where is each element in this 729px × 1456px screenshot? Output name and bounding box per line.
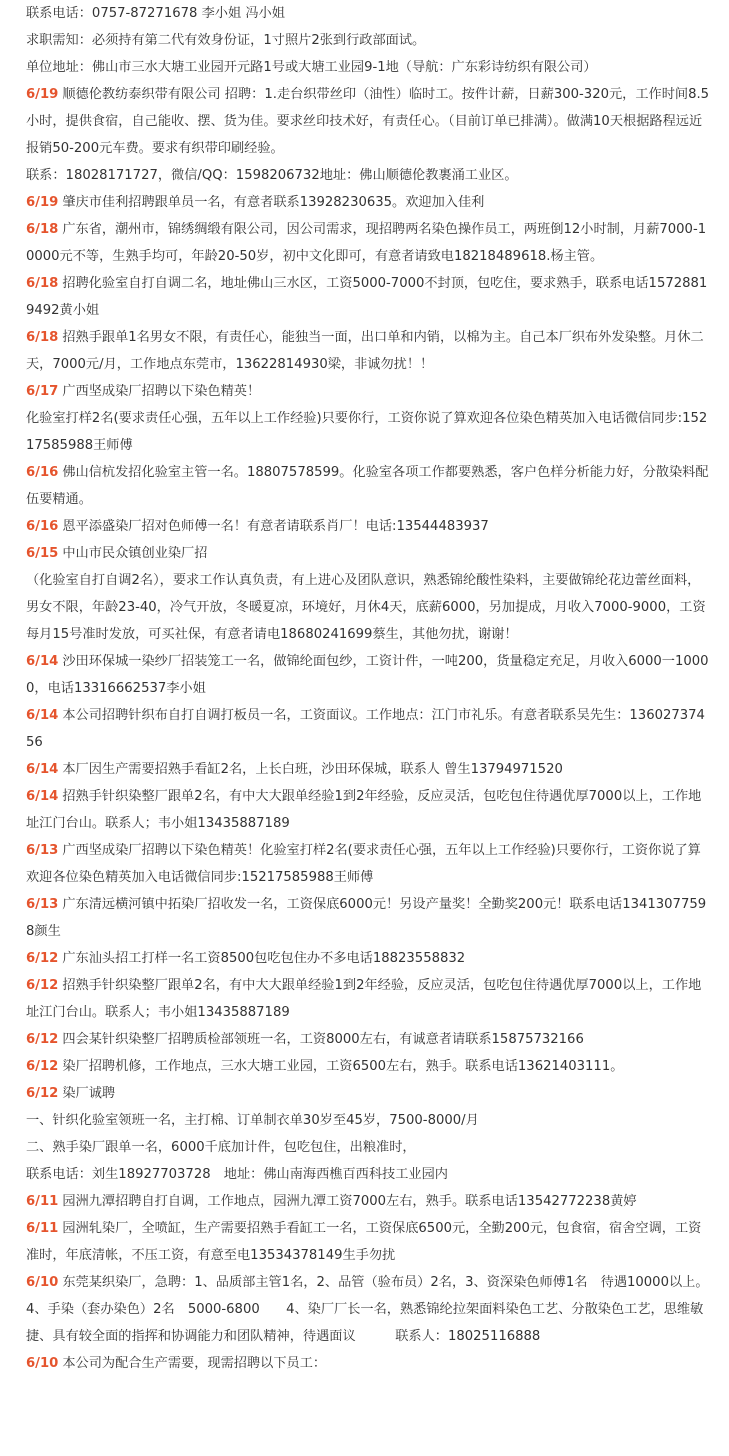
entry-date: 6/14 [26,654,59,669]
entry-text: （化验室自打自调2名），要求工作认真负责，有上进心及团队意识，熟悉锦纶酸性染料，主要做锦纶花边蕾丝面料，男女不限，年龄23-40，冷气开放，冬暖夏凉，环境好，月休4天，底薪6000，另加提成，月收入7000-9000，工资每月15号准时发放，可买社保，有意者请电18680241699蔡生，其他勿扰，谢谢！ [26,573,706,642]
entry-date: 6/10 [26,1275,59,1290]
entry-date: 6/15 [26,546,59,561]
job-entry [26,783,710,837]
entry-date: 6/18 [26,330,59,345]
entry-text: 招聘化验室自打自调二名，地址佛山三水区，工资5000-7000不封顶，包吃住，要求熟手，联系电话15728819492黄小姐 [26,276,708,318]
applicant-notice-line: 求职需知：必须持有第二代有效身份证，1寸照片2张到行政部面试。 [26,33,426,48]
job-entry [26,1053,710,1080]
job-entry-continuation [26,1107,710,1134]
entry-date: 6/13 [26,897,59,912]
entry-text: 广西坚成染厂招聘以下染色精英！ [62,384,261,399]
entry-text: 一、针织化验室领班一名，主打棉、订单制衣单30岁至45岁，7500-8000/月 [26,1113,479,1128]
entry-date: 6/12 [26,951,59,966]
entry-text: 本公司招聘针织布自打自调打板员一名，工资面议。工作地点：江门市礼乐。有意者联系吴先生：13602737456 [26,708,705,750]
entry-date: 6/14 [26,708,59,723]
entry-text: 园洲九潭招聘自打自调，工作地点，园洲九潭工资7000左右，熟手。联系电话13542772238黄婷 [62,1194,637,1209]
company-contact-line: 联系电话：0757-87271678 李小姐 冯小姐 [26,6,285,21]
job-entry-continuation [26,162,710,189]
entry-date: 6/16 [26,465,59,480]
entry-date: 6/11 [26,1221,59,1236]
job-entry [26,891,710,945]
entry-text: 广东汕头招工打样一名工资8500包吃包住办不多电话18823558832 [62,951,466,966]
entry-date: 6/13 [26,843,59,858]
entry-text: 化验室打样2名(要求责任心强，五年以上工作经验)只要你行，工资你说了算欢迎各位染色精英加入电话微信同步:15217585988王师傅 [26,411,708,453]
entry-date: 6/12 [26,1032,59,1047]
job-entry-continuation [26,405,710,459]
entry-text: 恩平添盛染厂招对色师傅一名！有意者请联系肖厂！电话:13544483937 [62,519,489,534]
entry-date: 6/10 [26,1356,59,1371]
entry-date: 6/11 [26,1194,59,1209]
entry-text: 二、熟手染厂跟单一名，6000千底加计件，包吃包住，出粮准时， [26,1140,416,1155]
job-entries-list [26,81,710,1377]
entry-date: 6/14 [26,789,59,804]
job-entry-continuation [26,567,710,648]
entry-text: 四会某针织染整厂招聘质检部领班一名，工资8000左右，有诚意者请联系15875732166 [62,1032,584,1047]
job-entry [26,1350,710,1377]
job-entry-continuation [26,1134,710,1161]
job-entry [26,756,710,783]
company-address-line: 单位地址：佛山市三水大塘工业园开元路1号或大塘工业园9-1地（导航：广东彩诗纺织有限公司） [26,60,597,75]
entry-date: 6/12 [26,978,59,993]
entry-text: 广西坚成染厂招聘以下染色精英！化验室打样2名(要求责任心强，五年以上工作经验)只要你行，工资你说了算欢迎各位染色精英加入电话微信同步:15217585988王师傅 [26,843,701,885]
entry-text: 招熟手针织染整厂跟单2名，有中大大跟单经验1到2年经验，反应灵活，包吃包住待遇优厚7000以上，工作地址江门台山。联系人；韦小姐13435887189 [26,978,702,1020]
job-entry [26,1188,710,1215]
job-entry [26,324,710,378]
job-entry [26,1269,710,1350]
entry-text: 中山市民众镇创业染厂招 [62,546,208,561]
entry-date: 6/19 [26,87,59,102]
entry-text: 本公司为配合生产需要，现需招聘以下员工： [62,1356,327,1371]
job-entry [26,270,710,324]
entry-text: 联系电话：刘生18927703728 地址：佛山南海西樵百西科技工业园内 [26,1167,448,1182]
entry-text: 染厂招聘机修，工作地点，三水大塘工业园，工资6500左右，熟手。联系电话13621403111。 [62,1059,624,1074]
entry-date: 6/18 [26,222,59,237]
job-entry [26,1080,710,1107]
entry-date: 6/12 [26,1086,59,1101]
entry-text: 招熟手针织染整厂跟单2名，有中大大跟单经验1到2年经验，反应灵活，包吃包住待遇优厚7000以上，工作地址江门台山。联系人；韦小姐13435887189 [26,789,702,831]
entry-text: 招熟手跟单1名男女不限，有责任心，能独当一面，出口单和内销，以棉为主。自己本厂织布外发染整。月休二天，7000元/月，工作地点东莞市，13622814930梁，非诚勿扰！！ [26,330,704,372]
job-entry [26,648,710,702]
job-entry [26,216,710,270]
job-entry [26,972,710,1026]
job-entry [26,1026,710,1053]
entry-date: 6/16 [26,519,59,534]
job-entry [26,702,710,756]
entry-text: 顺德伦教纺泰织带有限公司 招聘：1.走台织带丝印（油性）临时工。按件计薪，日薪300-320元，工作时间8.5小时，提供食宿，自己能收、摆、货为佳。要求丝印技术好，有责任心。（目前订单已排满）。做满10天根据路程远近报销50-200元车费。要求有织带印刷经验。 [26,87,710,156]
listing-content [26,0,710,1377]
entry-text: 本厂因生产需要招熟手看缸2名，上长白班，沙田环保城，联系人 曾生13794971520 [62,762,563,777]
entry-date: 6/12 [26,1059,59,1074]
job-entry [26,1215,710,1269]
job-entry [26,837,710,891]
entry-text: 联系：18028171727，微信/QQ：1598206732地址：佛山顺德伦教裹涌工业区。 [26,168,518,183]
entry-text: 东莞某织染厂，急聘：1、品质部主管1名，2、品管（验布员）2名，3、资深染色师傅1名 待遇10000以上。 4、手染（套办染色）2名 5000-6800 4、染厂厂长一名，熟悉锦纶拉架面料染色工艺、分散染色工艺，思维敏捷、具有较全面的指挥和协调能力和团队精神，待遇面议 联系人：18025116888 [26,1275,709,1344]
entry-text: 染厂诚聘 [62,1086,116,1101]
job-entry [26,189,710,216]
entry-date: 6/17 [26,384,59,399]
job-entry [26,81,710,162]
entry-text: 沙田环保城一染纱厂招装笼工一名，做锦纶面包纱，工资计件，一吨200，货量稳定充足，月收入6000一10000，电话13316662537李小姐 [26,654,709,696]
job-entry [26,513,710,540]
job-entry [26,378,710,405]
job-entry [26,945,710,972]
entry-text: 广东清远横河镇中拓染厂招收发一名，工资保底6000元！另设产量奖！全勤奖200元！联系电话13413077598颜生 [26,897,707,939]
entry-date: 6/18 [26,276,59,291]
entry-date: 6/19 [26,195,59,210]
job-entry [26,459,710,513]
entry-text: 园洲轧染厂，全喷缸，生产需要招熟手看缸工一名，工资保底6500元，全勤200元，包食宿，宿舍空调，工资准时，年底清帐，不压工资，有意至电13534378149生手勿扰 [26,1221,702,1263]
job-entry-continuation [26,1161,710,1188]
entry-text: 佛山信杭发招化验室主管一名。18807578599。化验室各项工作都要熟悉，客户色样分析能力好，分散染料配伍要精通。 [26,465,709,507]
job-entry [26,540,710,567]
entry-date: 6/14 [26,762,59,777]
entry-text: 肇庆市佳利招聘跟单员一名，有意者联系13928230635。欢迎加入佳利 [62,195,485,210]
entry-text: 广东省，潮州市，锦绣绸缎有限公司，因公司需求，现招聘两名染色操作员工，两班倒12小时制，月薪7000-10000元不等，生熟手均可，年龄20-50岁，初中文化即可，有意者请致电18218489618.杨主管。 [26,222,707,264]
